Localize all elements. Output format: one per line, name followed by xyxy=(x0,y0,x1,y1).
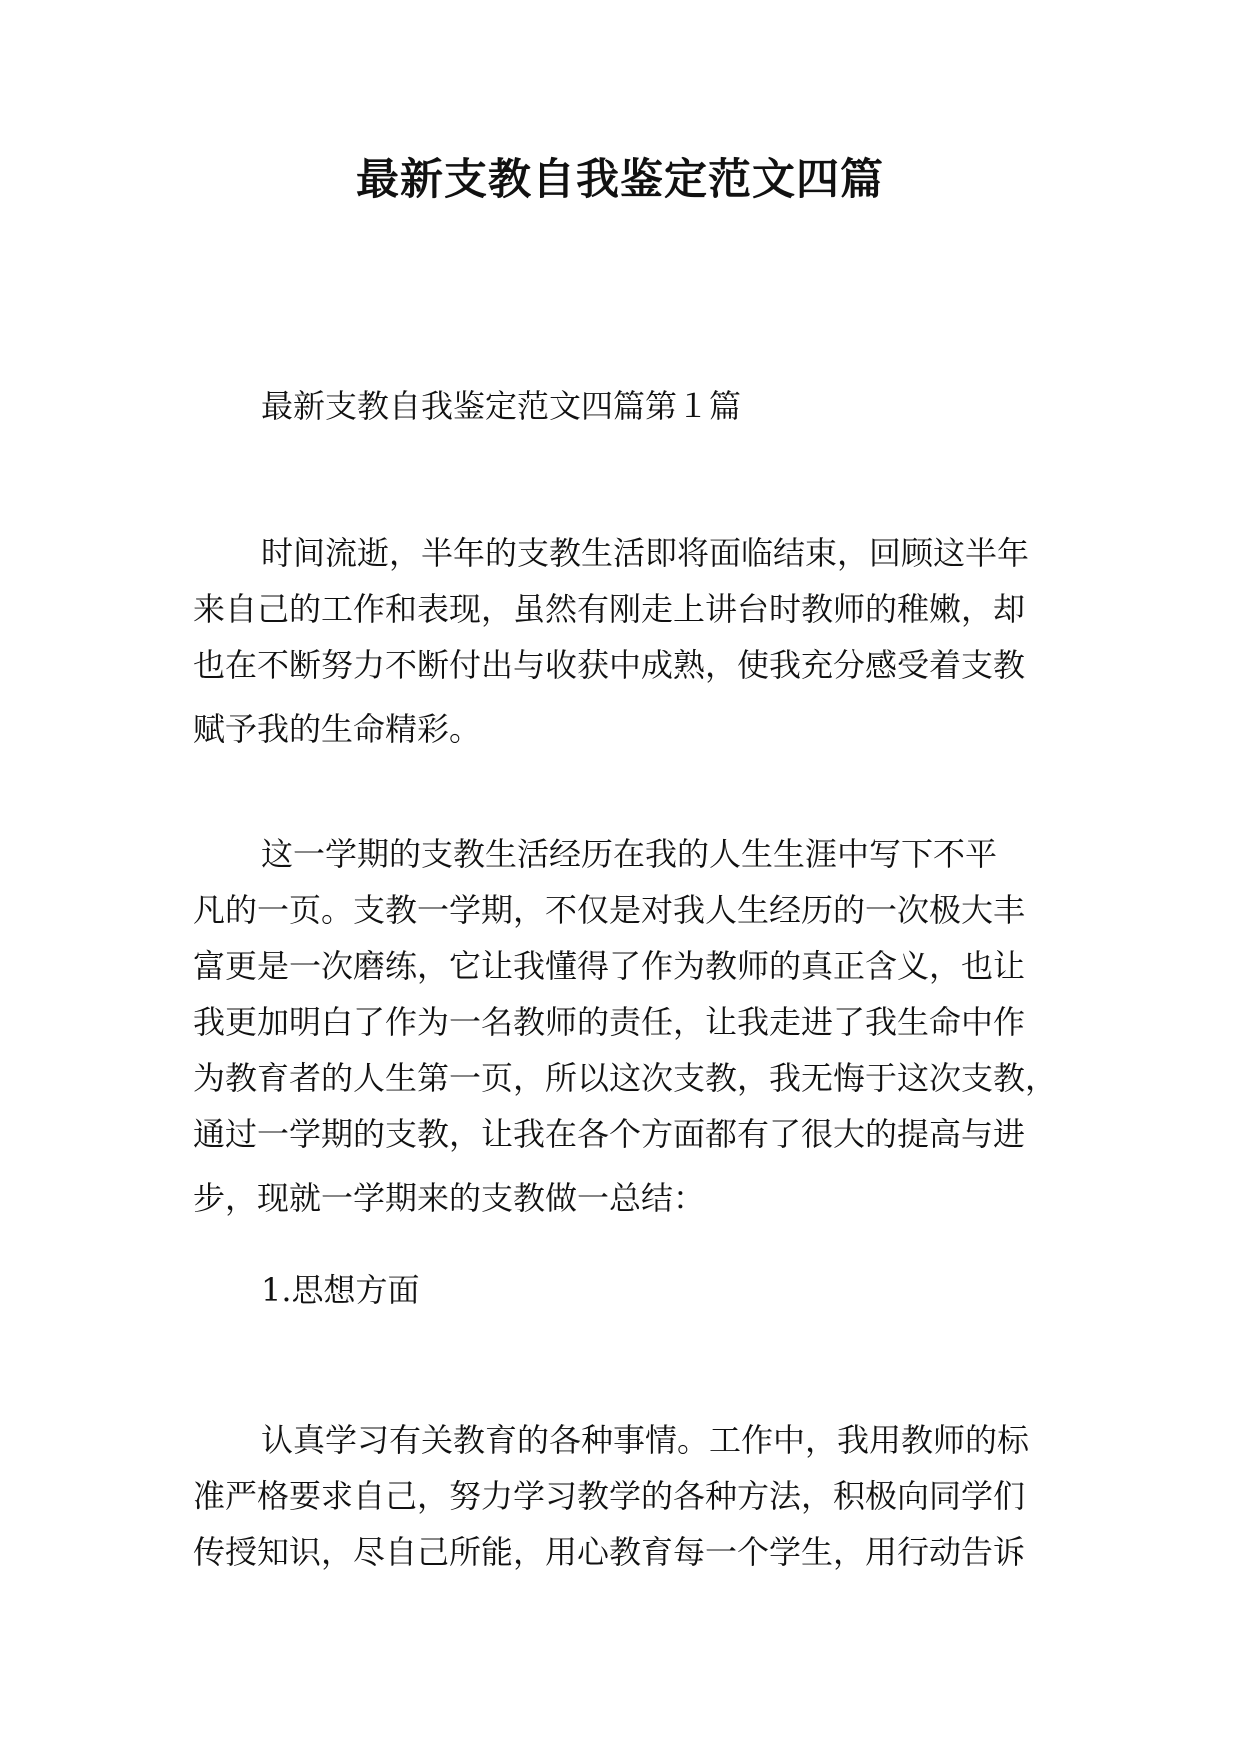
document-title: 最新支教自我鉴定范文四篇 xyxy=(356,155,884,205)
paragraph-1-line: 时间流逝，半年的支教生活即将面临结束，回顾这半年 xyxy=(261,534,1030,572)
paragraph-1 xyxy=(193,525,1059,757)
paragraph-3-line: 认真学习有关教育的各种事情。工作中，我用教师的标 xyxy=(261,1421,1030,1459)
paragraph-2-line: 为教育者的人生第一页，所以这次支教，我无悔于这次支教， xyxy=(193,1059,1058,1097)
paragraph-2-line: 凡的一页。支教一学期，不仅是对我人生经历的一次极大丰 xyxy=(193,891,1026,929)
article-subtitle: 最新支教自我鉴定范文四篇第１篇 xyxy=(261,387,742,425)
paragraph-2-line: 富更是一次磨练，它让我懂得了作为教师的真正含义，也让 xyxy=(193,947,1026,985)
paragraph-1-line: 也在不断努力不断付出与收获中成熟，使我充分感受着支教 xyxy=(193,646,1026,684)
paragraph-2-line: 我更加明白了作为一名教师的责任，让我走进了我生命中作 xyxy=(193,1003,1026,1041)
paragraph-2 xyxy=(193,826,1059,1226)
paragraph-1-line: 来自己的工作和表现，虽然有刚走上讲台时教师的稚嫩，却 xyxy=(193,590,1026,628)
paragraph-3 xyxy=(193,1412,1059,1580)
paragraph-2-line: 步，现就一学期来的支教做一总结： xyxy=(193,1179,706,1217)
paragraph-2-line: 这一学期的支教生活经历在我的人生生涯中写下不平 xyxy=(261,835,998,873)
paragraph-3-line: 准严格要求自己，努力学习教学的各种方法，积极向同学们 xyxy=(193,1477,1026,1515)
section-heading-thought: 1.思想方面 xyxy=(261,1271,420,1309)
paragraph-3-line: 传授知识，尽自己所能，用心教育每一个学生，用行动告诉 xyxy=(193,1533,1026,1571)
paragraph-1-line: 赋予我的生命精彩。 xyxy=(193,710,482,748)
paragraph-2-line: 通过一学期的支教，让我在各个方面都有了很大的提高与进 xyxy=(193,1115,1026,1153)
